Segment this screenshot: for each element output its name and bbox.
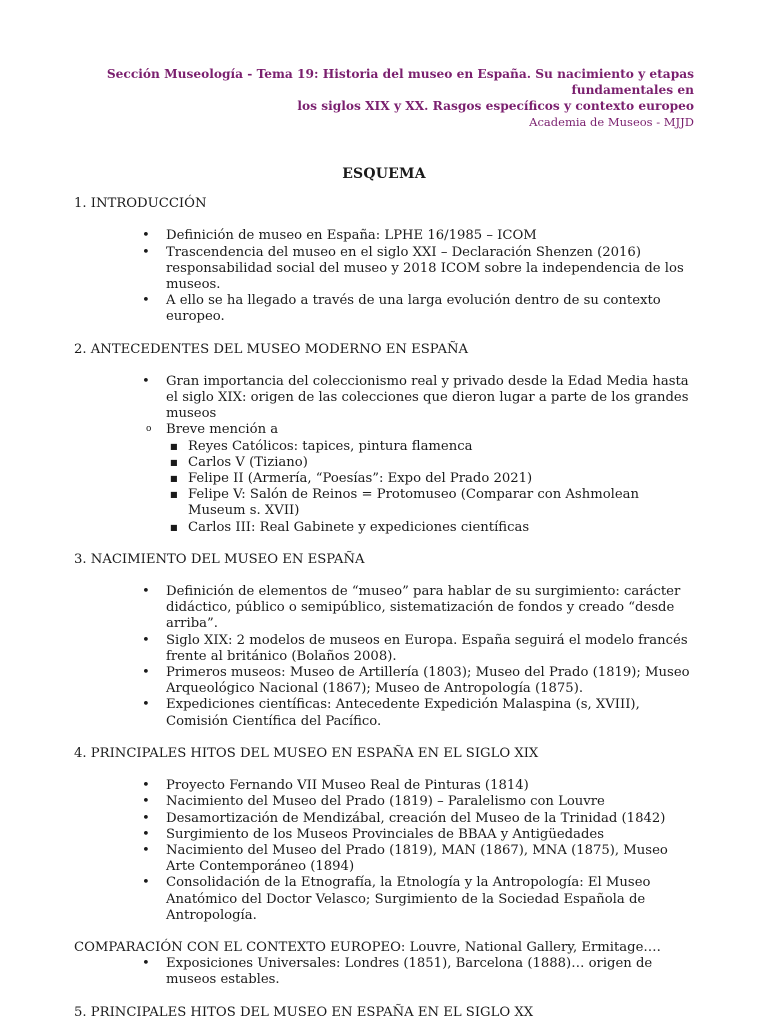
list-item: • Primeros museos: Museo de Artillería (1803); Museo del Prado (1819); Museo Arqueológico Nacional (1867); Museo de Antropología (1875). (74, 665, 694, 697)
list-item: • Definición de museo en España: LPHE 16/1985 – ICOM (74, 228, 694, 244)
document-body (74, 166, 694, 1021)
list-item: • Nacimiento del Museo del Prado (1819) – Paralelismo con Louvre (74, 794, 694, 810)
header-title-line2: los siglos XIX y XX. Rasgos específicos y contexto europeo (297, 99, 694, 113)
list-item: • Definición de elementos de “museo” para hablar de su surgimiento: carácter didáctico, público o semipúblico, sistematización de fondos y creado “desde arriba”. (74, 584, 694, 633)
list-item: • Trascendencia del museo en el siglo XXI – Declaración Shenzen (2016) responsabilidad social del museo y 2018 ICOM sobre la independencia de los museos. (74, 245, 694, 294)
list-item: • Proyecto Fernando VII Museo Real de Pinturas (1814) (74, 778, 694, 794)
document-header (54, 66, 694, 130)
section-list-siglo-xix (74, 778, 694, 924)
esquema-heading: ESQUEMA (342, 166, 426, 182)
sub-list-item-text: Breve mención a (166, 422, 279, 438)
section-title-introduccion: 1. INTRODUCCIÓN (74, 196, 207, 212)
sub-list-item (142, 422, 694, 535)
sub-sub-list-item: ■ Carlos III: Real Gabinete y expediciones científicas (166, 520, 694, 536)
list-item: • Expediciones científicas: Antecedente Expedición Malaspina (s, XVIII), Comisión Científica del Pacífico. (74, 697, 694, 729)
section-list-introduccion (74, 228, 694, 325)
section-list-comparacion (74, 956, 694, 988)
section-list-antecedentes (74, 374, 694, 536)
header-title-line1: Sección Museología - Tema 19: Historia del museo en España. Su nacimiento y etapas fundamentales en (106, 67, 694, 97)
list-item: • Siglo XIX: 2 modelos de museos en Europa. España seguirá el modelo francés frente al británico (Bolaños 2008). (74, 633, 694, 665)
sub-sub-list (166, 439, 694, 536)
sub-sub-list-item: ■ Carlos V (Tiziano) (166, 455, 694, 471)
list-item: • Exposiciones Universales: Londres (1851), Barcelona (1888)… origen de museos estables. (74, 956, 694, 988)
list-item: • A ello se ha llegado a través de una larga evolución dentro de su contexto europeo. (74, 293, 694, 325)
sub-sub-list-item: ■ Reyes Católicos: tapices, pintura flamenca (166, 439, 694, 455)
list-item: • Consolidación de la Etnografía, la Etnología y la Antropología: El Museo Anatómico del Doctor Velasco; Surgimiento de la Sociedad Española de Antropología. (74, 875, 694, 924)
list-item (74, 374, 694, 536)
sub-sub-list-item: ■ Felipe V: Salón de Reinos = Protomuseo (Comparar con Ashmolean Museum s. XVII) (166, 487, 694, 519)
section-title-siglo-xix: 4. PRINCIPALES HITOS DEL MUSEO EN ESPAÑA EN EL SIGLO XIX (74, 745, 539, 761)
list-item-text: Gran importancia del coleccionismo real y privado desde la Edad Media hasta el siglo XIX: origen de las colecciones que dieron lugar a parte de los grandes museos (166, 373, 689, 422)
list-item: • Nacimiento del Museo del Prado (1819), MAN (1867), MNA (1875), Museo Arte Contemporáneo (1894) (74, 843, 694, 875)
section-title-nacimiento: 3. NACIMIENTO DEL MUSEO EN ESPAÑA (74, 551, 365, 567)
list-item: • Surgimiento de los Museos Provinciales de BBAA y Antigüedades (74, 827, 694, 843)
section-title-siglo-xx: 5. PRINCIPALES HITOS DEL MUSEO EN ESPAÑA EN EL SIGLO XX (74, 1004, 534, 1020)
sub-sub-list-item: ■ Felipe II (Armería, “Poesías”: Expo del Prado 2021) (166, 471, 694, 487)
sub-list (166, 422, 694, 535)
list-item: • Desamortización de Mendizábal, creación del Museo de la Trinidad (1842) (74, 811, 694, 827)
section-title-comparacion: COMPARACIÓN CON EL CONTEXTO EUROPEO: Louvre, National Gallery, Ermitage…. (74, 939, 661, 955)
header-subtitle: Academia de Museos - MJJD (529, 115, 694, 129)
section-title-antecedentes: 2. ANTECEDENTES DEL MUSEO MODERNO EN ESPAÑA (74, 341, 469, 357)
section-list-nacimiento (74, 584, 694, 730)
